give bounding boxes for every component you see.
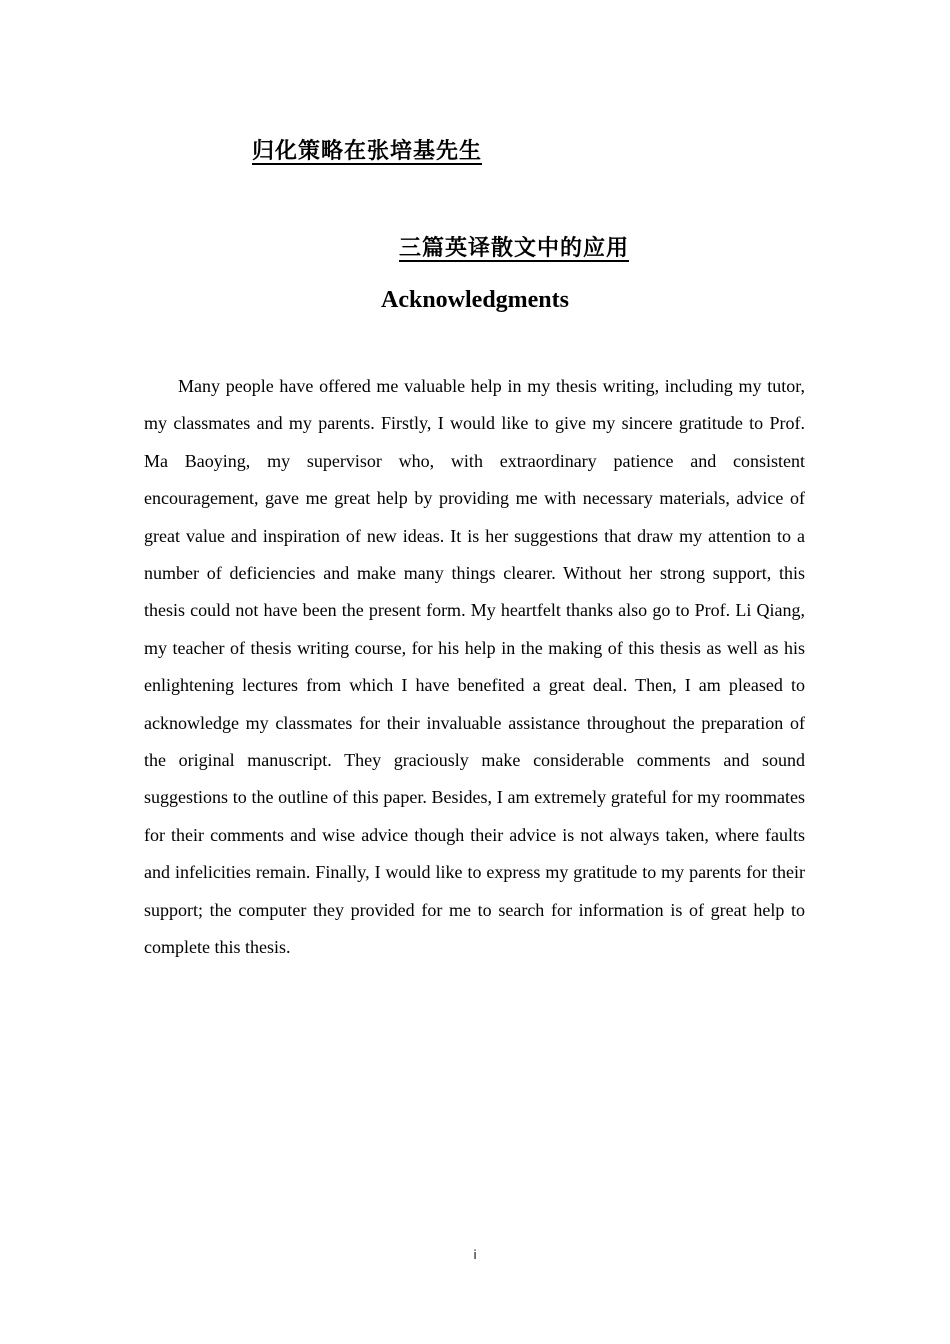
page-number: i [473, 1248, 477, 1262]
chinese-title-line-1-text: 归化策略在张培基先生 [252, 139, 483, 164]
acknowledgments-paragraph: Many people have offered me valuable help in my thesis writing, including my tutor, my classmates and my parents. Firstly, I would like to give my sincere gratitude to Prof. Ma Baoying, my supervisor who, with extraordinary patience and consistent encouragement, gave me great help by providing me with necessary materials, advice of great value and inspiration of new ideas. It is her suggestions that draw my attention to a number of deficiencies and make many things clearer. Without her strong support, this thesis could not have been the present form. My heartfelt thanks also go to Prof. Li Qiang, my teacher of thesis writing course, for his help in the making of this thesis as well as his enlightening lectures from which I have benefited a great deal. Then, I am pleased to acknowledge my classmates for their invaluable assistance throughout the preparation of the original manuscript. They graciously make considerable comments and sound suggestions to the outline of this paper. Besides, I am extremely grateful for my roommates for their comments and wise advice though their advice is not always taken, where faults and infelicities remain. Finally, I would like to express my gratitude to my parents for their support; the computer they provided for me to search for information is of great help to complete this thesis. [144, 376, 805, 958]
chinese-title-line-2-text: 三篇英译散文中的应用 [399, 236, 630, 261]
section-heading: Acknowledgments [380, 287, 569, 313]
chinese-title-line-1 [232, 141, 482, 163]
chinese-title-line-2 [335, 238, 629, 260]
